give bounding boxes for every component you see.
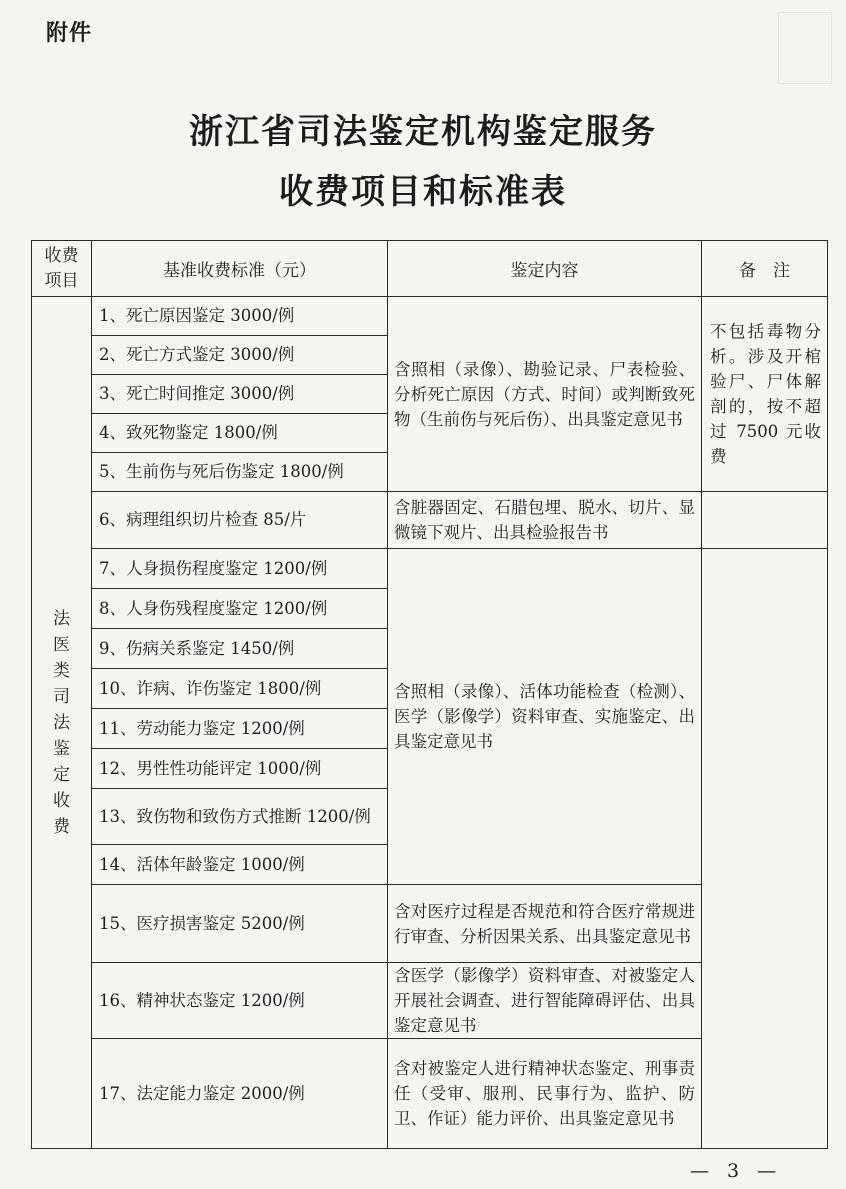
standard-cell: 17、法定能力鉴定 2000/例 bbox=[92, 1039, 388, 1149]
standard-cell: 5、生前伤与死后伤鉴定 1800/例 bbox=[92, 453, 388, 492]
header-category bbox=[32, 241, 92, 297]
standard-cell: 1、死亡原因鉴定 3000/例 bbox=[92, 297, 388, 336]
category-char: 类 bbox=[53, 660, 70, 681]
content-cell-death: 含照相（录像）、勘验记录、尸表检验、分析死亡原因（方式、时间）或判断致死物（生前伤与死后伤）、出具鉴定意见书 bbox=[388, 297, 702, 492]
standard-cell: 3、死亡时间推定 3000/例 bbox=[92, 375, 388, 414]
table-header-row bbox=[32, 241, 828, 297]
category-char: 法 bbox=[53, 712, 70, 733]
page-title-line2: 收费项目和标准表 bbox=[279, 172, 567, 212]
standard-cell: 8、人身伤残程度鉴定 1200/例 bbox=[92, 589, 388, 629]
standard-cell: 4、致死物鉴定 1800/例 bbox=[92, 414, 388, 453]
standard-cell: 2、死亡方式鉴定 3000/例 bbox=[92, 336, 388, 375]
category-char: 医 bbox=[53, 634, 70, 655]
stamp-mark bbox=[778, 12, 832, 84]
note-cell-death: 不包括毒物分析。涉及开棺验尸、尸体解剖的，按不超过 7500 元收费 bbox=[702, 297, 828, 492]
content-cell-legal-capacity: 含对被鉴定人进行精神状态鉴定、刑事责任（受审、服刑、民事行为、监护、防卫、作证）能力评价、出具鉴定意见书 bbox=[388, 1039, 702, 1149]
category-char: 鉴 bbox=[53, 738, 70, 759]
content-cell-pathology: 含脏器固定、石腊包埋、脱水、切片、显微镜下观片、出具检验报告书 bbox=[388, 492, 702, 549]
table-row bbox=[32, 492, 828, 549]
category-cell bbox=[32, 297, 92, 1149]
standard-cell: 14、活体年龄鉴定 1000/例 bbox=[92, 845, 388, 885]
fee-table bbox=[31, 240, 828, 1149]
category-char: 定 bbox=[53, 764, 70, 785]
page-number: — 3 — bbox=[690, 1160, 783, 1182]
standard-cell: 10、诈病、诈伤鉴定 1800/例 bbox=[92, 669, 388, 709]
standard-cell: 15、医疗损害鉴定 5200/例 bbox=[92, 885, 388, 963]
standard-cell: 13、致伤物和致伤方式推断 1200/例 bbox=[92, 789, 388, 845]
note-cell-empty bbox=[702, 492, 828, 549]
header-category-line1: 收费 bbox=[44, 245, 79, 266]
content-cell-mental: 含医学（影像学）资料审查、对被鉴定人开展社会调查、进行智能障碍评估、出具鉴定意见书 bbox=[388, 963, 702, 1039]
note-cell-empty bbox=[702, 549, 828, 1149]
standard-cell: 12、男性性功能评定 1000/例 bbox=[92, 749, 388, 789]
header-standard: 基准收费标准（元） bbox=[92, 241, 388, 297]
standard-cell: 6、病理组织切片检查 85/片 bbox=[92, 492, 388, 549]
category-char: 费 bbox=[53, 816, 70, 837]
header-note: 备 注 bbox=[702, 241, 828, 297]
table-row bbox=[32, 549, 828, 589]
category-char: 司 bbox=[53, 686, 70, 707]
header-category-line2: 项目 bbox=[44, 270, 79, 291]
standard-cell: 9、伤病关系鉴定 1450/例 bbox=[92, 629, 388, 669]
standard-cell: 16、精神状态鉴定 1200/例 bbox=[92, 963, 388, 1039]
page-title-line1: 浙江省司法鉴定机构鉴定服务 bbox=[189, 112, 657, 152]
standard-cell: 7、人身损伤程度鉴定 1200/例 bbox=[92, 549, 388, 589]
content-cell-medical: 含对医疗过程是否规范和符合医疗常规进行审查、分析因果关系、出具鉴定意见书 bbox=[388, 885, 702, 963]
category-char: 收 bbox=[53, 790, 70, 811]
header-content: 鉴定内容 bbox=[388, 241, 702, 297]
content-cell-living: 含照相（录像）、活体功能检查（检测）、医学（影像学）资料审查、实施鉴定、出具鉴定意见书 bbox=[388, 549, 702, 885]
attachment-label: 附件 bbox=[46, 21, 93, 46]
standard-cell: 11、劳动能力鉴定 1200/例 bbox=[92, 709, 388, 749]
table-row bbox=[32, 297, 828, 336]
category-char: 法 bbox=[53, 608, 70, 629]
